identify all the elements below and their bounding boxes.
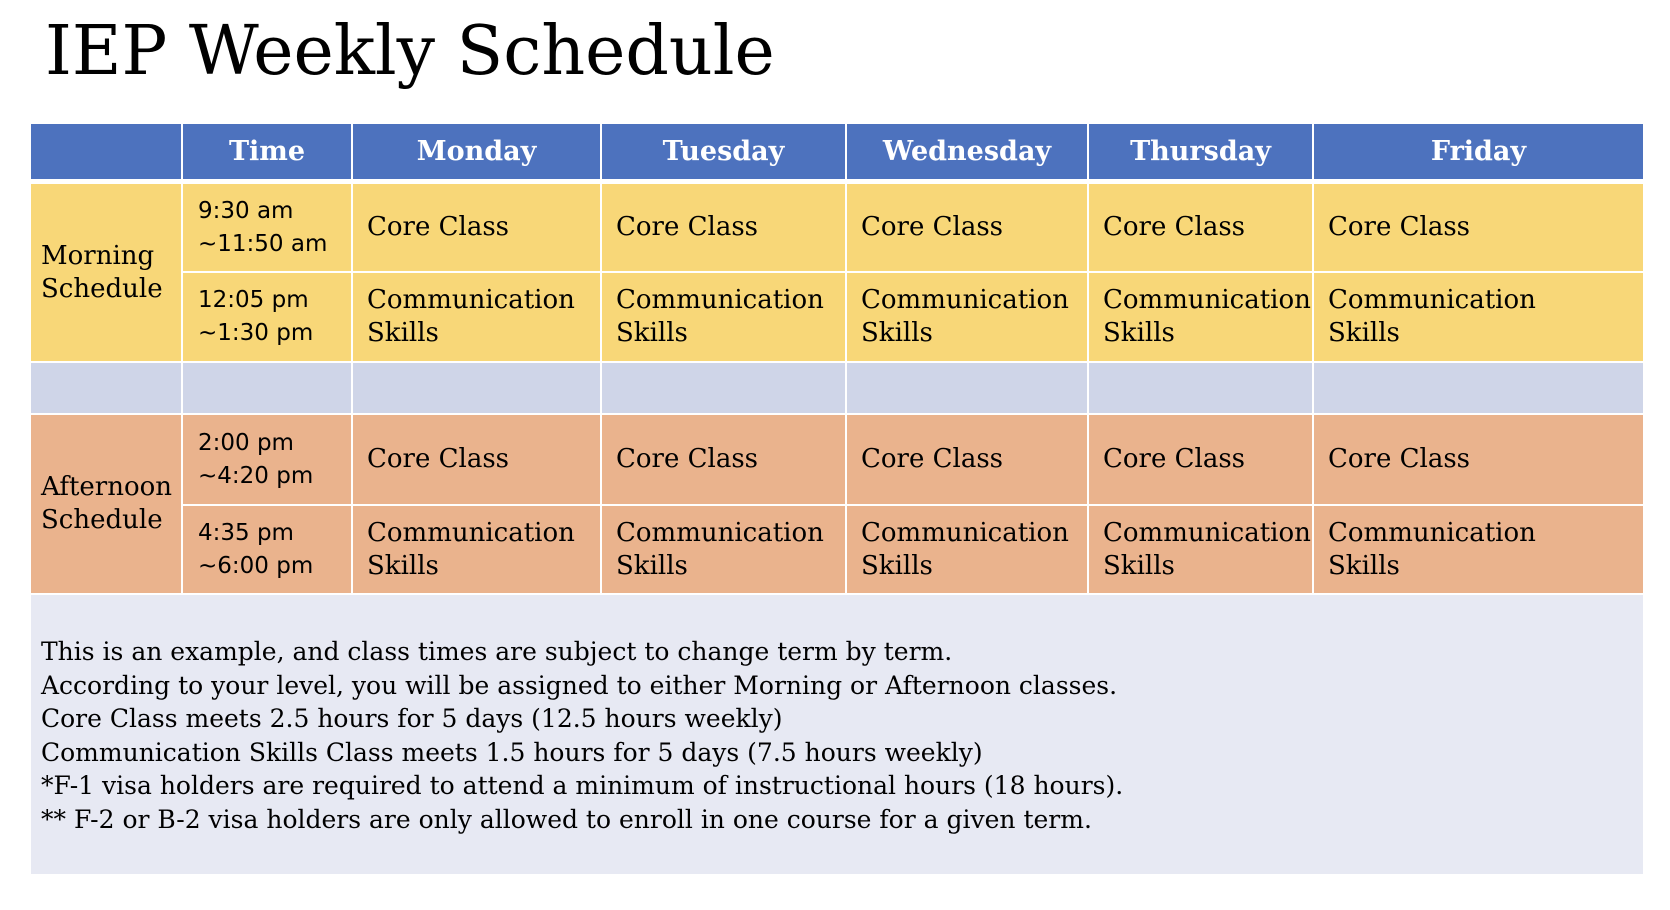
header-cell-time: Time (183, 124, 351, 179)
afternoon-schedule-label: Afternoon Schedule (31, 415, 181, 593)
note-line: According to your level, you will be assigned to either Morning or Afternoon classes. (41, 670, 1118, 700)
class-cell-friday: Communication Skills (1314, 506, 1643, 593)
break-cell (183, 363, 351, 413)
class-cell-wednesday: Communication Skills (847, 506, 1087, 593)
class-cell-wednesday: Communication Skills (847, 273, 1087, 361)
header-cell-friday: Friday (1314, 124, 1643, 179)
note-line: This is an example, and class times are subject to change term by term. (41, 637, 953, 666)
class-cell-friday: Communication Skills (1314, 273, 1643, 361)
notes-panel (31, 595, 1643, 874)
note-line: Core Class meets 2.5 hours for 5 days (12.5 hours weekly) (41, 704, 783, 733)
break-cell (847, 363, 1087, 413)
class-cell-wednesday: Core Class (847, 184, 1087, 271)
time-cell: 9:30 am ~11:50 am (183, 184, 351, 271)
break-cell (602, 363, 845, 413)
header-cell-thursday: Thursday (1089, 124, 1312, 179)
class-cell-monday: Core Class (353, 184, 600, 271)
class-cell-friday: Core Class (1314, 184, 1643, 271)
class-cell-monday: Core Class (353, 415, 600, 504)
break-cell (1314, 363, 1643, 413)
class-cell-thursday: Communication Skills (1089, 273, 1312, 361)
morning-schedule-label: Morning Schedule (31, 184, 181, 361)
time-cell: 2:00 pm ~4:20 pm (183, 415, 351, 504)
table-header-row (31, 124, 1643, 179)
time-cell: 12:05 pm ~1:30 pm (183, 273, 351, 361)
break-cell (353, 363, 600, 413)
class-cell-tuesday: Communication Skills (602, 506, 845, 593)
notes-list (41, 635, 1123, 836)
class-cell-wednesday: Core Class (847, 415, 1087, 504)
class-cell-monday: Communication Skills (353, 506, 600, 593)
break-cell (31, 363, 181, 413)
note-line: *F-1 visa holders are required to attend a minimum of instructional hours (18 hours). (41, 771, 1124, 800)
page-title: IEP Weekly Schedule (45, 12, 775, 91)
note-line: Communication Skills Class meets 1.5 hours for 5 days (7.5 hours weekly) (41, 737, 983, 767)
note-line: ** F-2 or B-2 visa holders are only allowed to enroll in one course for a given term. (41, 804, 1092, 834)
time-cell: 4:35 pm ~6:00 pm (183, 506, 351, 593)
class-cell-tuesday: Communication Skills (602, 273, 845, 361)
class-cell-thursday: Communication Skills (1089, 506, 1312, 593)
table-row (183, 415, 1643, 504)
break-row (31, 363, 1643, 413)
class-cell-tuesday: Core Class (602, 415, 845, 504)
table-row (183, 273, 1643, 361)
class-cell-thursday: Core Class (1089, 184, 1312, 271)
header-cell-tuesday: Tuesday (602, 124, 845, 179)
break-cell (1089, 363, 1312, 413)
header-cell-wednesday: Wednesday (847, 124, 1087, 179)
class-cell-thursday: Core Class (1089, 415, 1312, 504)
table-row (183, 506, 1643, 593)
class-cell-monday: Communication Skills (353, 273, 600, 361)
header-cell-monday: Monday (353, 124, 600, 179)
class-cell-friday: Core Class (1314, 415, 1643, 504)
class-cell-tuesday: Core Class (602, 184, 845, 271)
header-cell-blank (31, 124, 181, 179)
table-row (183, 184, 1643, 271)
